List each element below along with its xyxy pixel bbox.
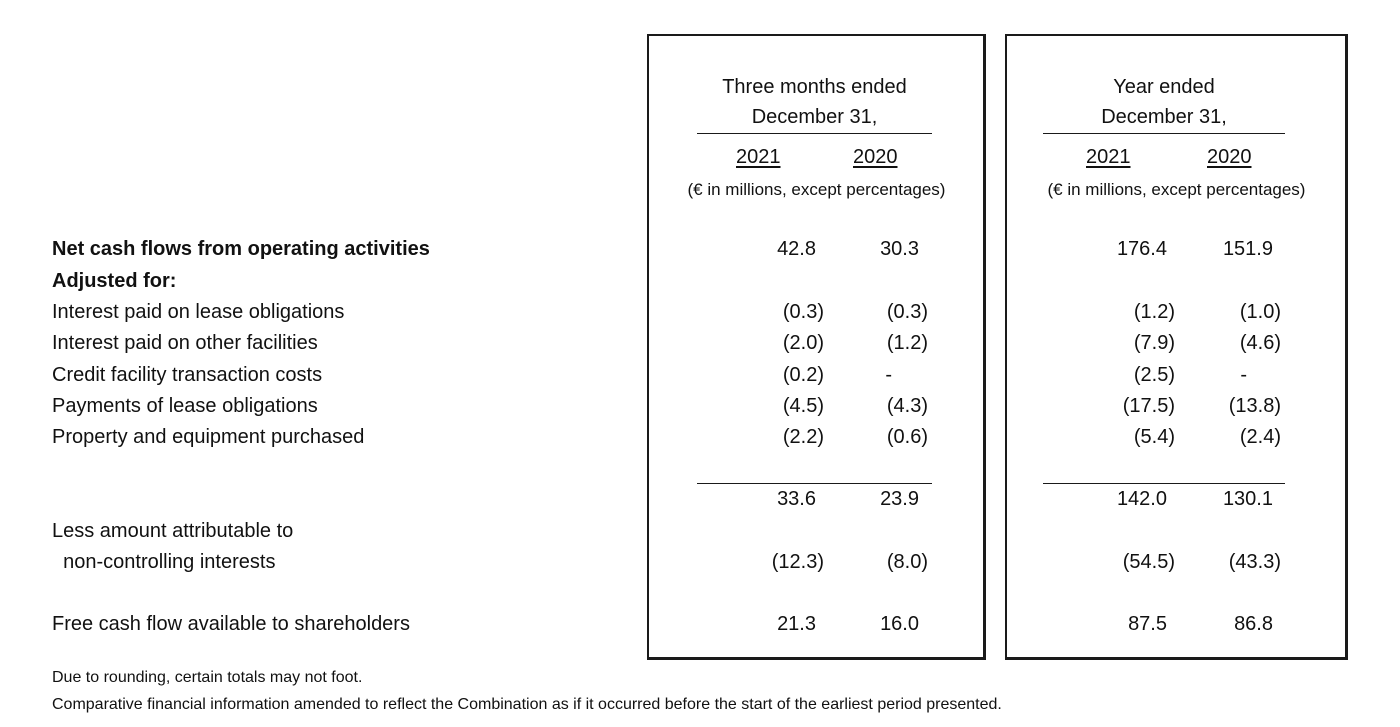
q20-credit-facility: - (885, 364, 892, 386)
row-label-free-cash-flow: Free cash flow available to shareholders (52, 613, 410, 635)
quarter-units: (€ in millions, except percentages) (687, 180, 946, 199)
y21-net-cash: 176.4 (1116, 238, 1167, 260)
q21-credit-facility: (0.2) (782, 364, 824, 386)
row-label-net-cash-flows: Net cash flows from operating activities (52, 238, 430, 260)
q21-net-cash: 42.8 (777, 238, 816, 260)
q20-subtotal: 23.9 (880, 488, 919, 510)
y21-interest-lease: (1.2) (1133, 301, 1175, 323)
year-year-2021: 2021 (1086, 146, 1131, 168)
y20-lease-payments: (13.8) (1228, 395, 1281, 417)
q20-net-cash: 30.3 (880, 238, 919, 260)
q21-non-controlling: (12.3) (771, 551, 824, 573)
quarter-title-line2: December 31, (751, 106, 878, 128)
row-label-lease-payments: Payments of lease obligations (52, 395, 318, 417)
row-label-credit-facility: Credit facility transaction costs (52, 364, 323, 386)
row-label-property-equipment: Property and equipment purchased (52, 426, 365, 448)
quarter-year-2020: 2020 (853, 146, 898, 168)
quarter-subtotal-rule (697, 483, 932, 484)
y21-lease-payments: (17.5) (1122, 395, 1175, 417)
y21-non-controlling: (54.5) (1122, 551, 1175, 573)
row-label-adjusted-for: Adjusted for: (52, 270, 177, 292)
year-header-rule (1043, 133, 1285, 134)
y20-net-cash: 151.9 (1222, 238, 1273, 260)
row-label-less-amount: Less amount attributable to (52, 520, 294, 542)
q21-property-equipment: (2.2) (782, 426, 824, 448)
y21-property-equipment: (5.4) (1133, 426, 1175, 448)
y21-interest-other: (7.9) (1133, 332, 1175, 354)
y20-non-controlling: (43.3) (1228, 551, 1281, 573)
q21-subtotal: 33.6 (777, 488, 816, 510)
year-title-line1: Year ended (1113, 76, 1215, 98)
quarter-header-rule (697, 133, 932, 134)
y20-interest-other: (4.6) (1239, 332, 1281, 354)
y20-interest-lease: (1.0) (1239, 301, 1281, 323)
quarter-year-2021: 2021 (736, 146, 781, 168)
footnote-rounding: Due to rounding, certain totals may not foot. (52, 669, 363, 686)
quarter-title-line1: Three months ended (722, 76, 907, 98)
q20-property-equipment: (0.6) (886, 426, 928, 448)
q21-lease-payments: (4.5) (782, 395, 824, 417)
q20-lease-payments: (4.3) (886, 395, 928, 417)
y20-subtotal: 130.1 (1222, 488, 1273, 510)
y20-free-cash-flow: 86.8 (1234, 613, 1273, 635)
q21-interest-other: (2.0) (782, 332, 824, 354)
q20-free-cash-flow: 16.0 (880, 613, 919, 635)
q20-non-controlling: (8.0) (886, 551, 928, 573)
y21-free-cash-flow: 87.5 (1128, 613, 1167, 635)
q21-interest-lease: (0.3) (782, 301, 824, 323)
y20-property-equipment: (2.4) (1239, 426, 1281, 448)
q20-interest-lease: (0.3) (886, 301, 928, 323)
row-label-non-controlling: non-controlling interests (52, 551, 276, 573)
footnote-comparative: Comparative financial information amended to reflect the Combination as if it occurred before the start of the earliest period presented. (52, 696, 1002, 713)
q20-interest-other: (1.2) (886, 332, 928, 354)
year-units: (€ in millions, except percentages) (1047, 180, 1306, 199)
year-subtotal-rule (1043, 483, 1285, 484)
year-year-2020: 2020 (1207, 146, 1252, 168)
q21-free-cash-flow: 21.3 (777, 613, 816, 635)
y21-subtotal: 142.0 (1116, 488, 1167, 510)
y21-credit-facility: (2.5) (1133, 364, 1175, 386)
row-label-interest-lease: Interest paid on lease obligations (52, 301, 345, 323)
y20-credit-facility: - (1240, 364, 1247, 386)
year-title-line2: December 31, (1101, 106, 1227, 128)
row-label-interest-other: Interest paid on other facilities (52, 332, 318, 354)
